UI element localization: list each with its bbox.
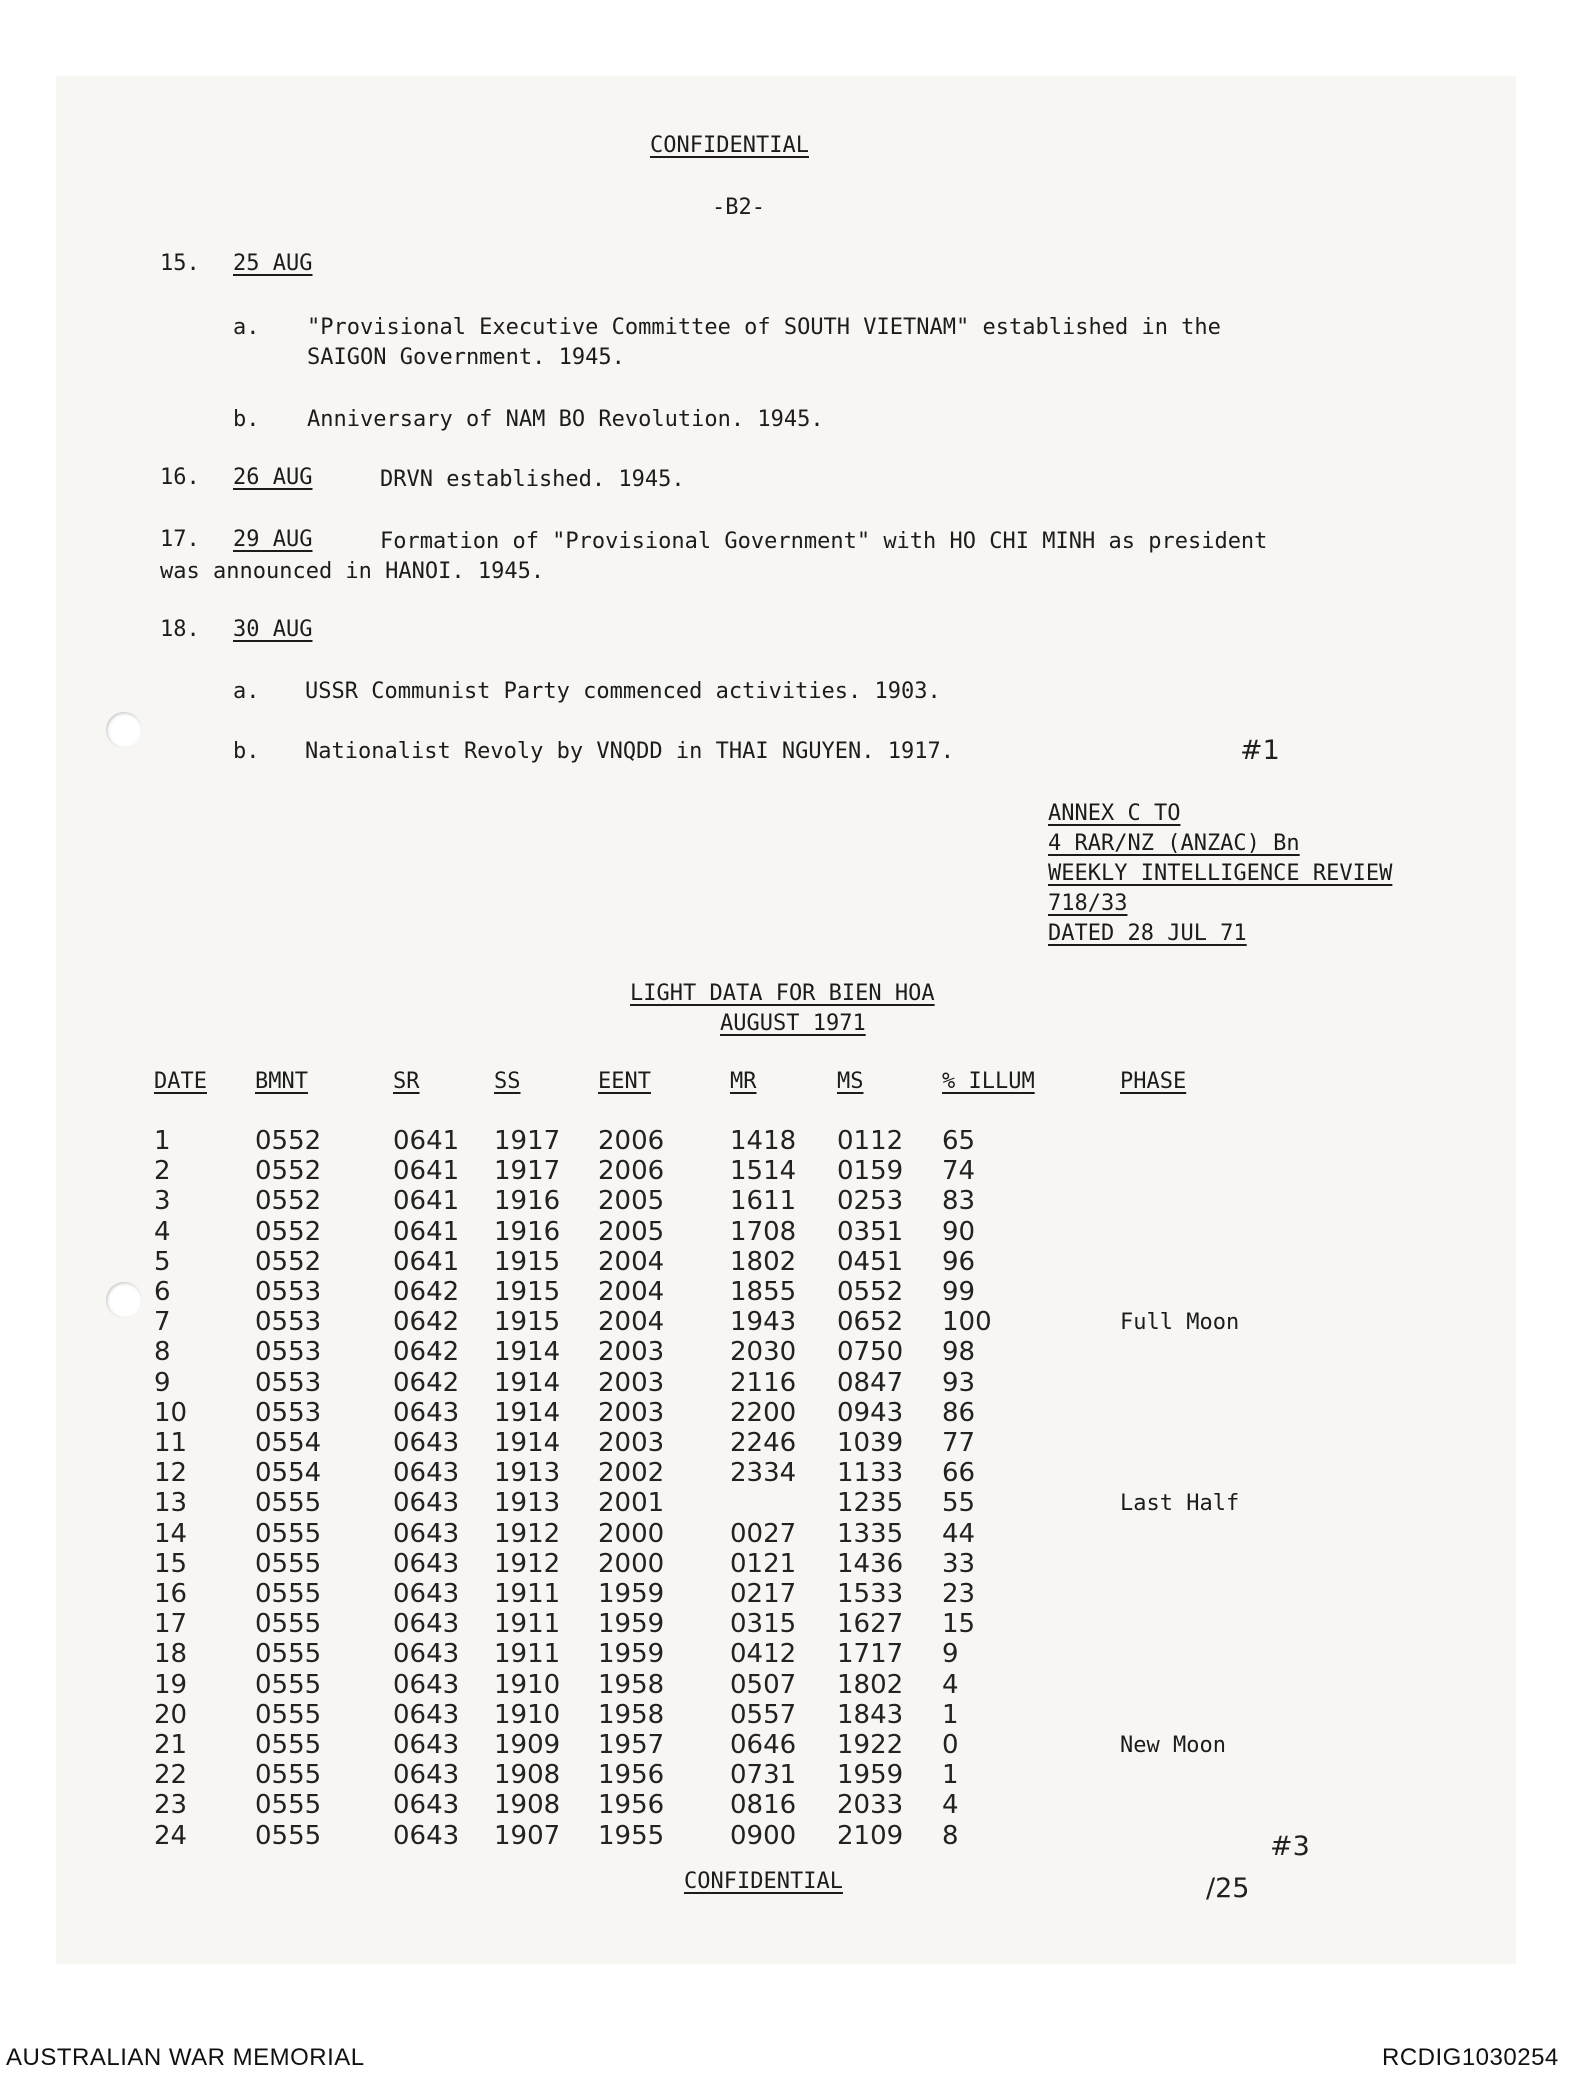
page-number: /25	[1206, 1873, 1250, 1904]
cell-ms: 0652	[837, 1307, 904, 1338]
cell-ms: 1235	[837, 1488, 904, 1519]
cell-sr: 0641	[393, 1186, 460, 1217]
cell-date: 15	[154, 1548, 188, 1579]
cell-ms: 0750	[837, 1337, 904, 1368]
item-text: Anniversary of NAM BO Revolution. 1945.	[307, 407, 824, 432]
cell-sr: 0643	[393, 1760, 460, 1791]
cell-eent: 1957	[598, 1730, 665, 1760]
cell-sr: 0642	[393, 1367, 460, 1398]
cell-mr: 0900	[730, 1820, 797, 1851]
cell-phase: Full Moon	[1120, 1310, 1240, 1336]
cell-date: 22	[154, 1760, 188, 1791]
cell-date: 11	[154, 1428, 188, 1458]
cell-mr: 1943	[730, 1307, 797, 1338]
cell-date: 23	[154, 1790, 188, 1821]
page-id: -B2-	[712, 195, 765, 220]
cell-illum: 55	[942, 1488, 976, 1519]
cell-bmnt: 0553	[255, 1397, 322, 1428]
cell-eent: 2003	[598, 1397, 665, 1428]
entry-date: 29 AUG	[233, 527, 313, 552]
cell-date: 13	[154, 1488, 188, 1519]
cell-ss: 1917	[494, 1156, 561, 1187]
cell-bmnt: 0553	[255, 1367, 322, 1398]
cell-eent: 2000	[598, 1518, 665, 1549]
cell-ss: 1911	[494, 1639, 561, 1670]
entry-date: 25 AUG	[233, 251, 313, 276]
cell-ss: 1909	[494, 1730, 561, 1760]
cell-date: 3	[154, 1186, 171, 1217]
item-letter: a.	[233, 679, 260, 704]
item-text: SAIGON Government. 1945.	[307, 345, 625, 370]
cell-ss: 1914	[494, 1337, 561, 1368]
cell-illum: 100	[942, 1307, 992, 1338]
cell-sr: 0643	[393, 1730, 460, 1760]
cell-mr: 0027	[730, 1518, 797, 1549]
cell-sr: 0643	[393, 1669, 460, 1700]
cell-sr: 0642	[393, 1337, 460, 1368]
cell-illum: 8	[942, 1820, 959, 1851]
cell-sr: 0641	[393, 1126, 460, 1156]
cell-date: 18	[154, 1639, 188, 1670]
cell-phase: Last Half	[1120, 1491, 1240, 1517]
cell-illum: 98	[942, 1337, 976, 1368]
cell-date: 9	[154, 1367, 171, 1398]
cell-eent: 1956	[598, 1760, 665, 1791]
cell-eent: 1955	[598, 1820, 665, 1851]
cell-bmnt: 0552	[255, 1156, 322, 1187]
cell-ss: 1914	[494, 1367, 561, 1398]
entry-date: 30 AUG	[233, 617, 313, 642]
cell-eent: 1958	[598, 1699, 665, 1730]
cell-bmnt: 0555	[255, 1669, 322, 1700]
cell-sr: 0643	[393, 1428, 460, 1458]
footer-id: RCDIG1030254	[1382, 2044, 1559, 2071]
cell-date: 2	[154, 1156, 171, 1187]
punch-hole	[106, 1282, 142, 1318]
cell-mr: 1855	[730, 1277, 797, 1307]
cell-bmnt: 0555	[255, 1488, 322, 1519]
annex-line: WEEKLY INTELLIGENCE REVIEW	[1048, 861, 1393, 886]
cell-date: 7	[154, 1307, 171, 1338]
cell-ss: 1915	[494, 1307, 561, 1338]
cell-eent: 2004	[598, 1246, 665, 1277]
cell-illum: 1	[942, 1699, 959, 1730]
cell-mr: 0816	[730, 1790, 797, 1821]
cell-bmnt: 0554	[255, 1428, 322, 1458]
cell-eent: 2000	[598, 1548, 665, 1579]
cell-ms: 1335	[837, 1518, 904, 1549]
cell-illum: 96	[942, 1246, 976, 1277]
cell-mr: 1611	[730, 1186, 797, 1217]
item-text: Nationalist Revoly by VNQDD in THAI NGUYEN. 1917.	[305, 739, 955, 764]
item-letter: b.	[233, 407, 260, 432]
entry-number: 17.	[160, 527, 200, 552]
cell-eent: 2003	[598, 1337, 665, 1368]
cell-mr: 2030	[730, 1337, 797, 1368]
cell-sr: 0643	[393, 1548, 460, 1579]
cell-ss: 1908	[494, 1790, 561, 1821]
cell-illum: 33	[942, 1548, 976, 1579]
cell-illum: 0	[942, 1730, 959, 1760]
cell-ss: 1917	[494, 1126, 561, 1156]
cell-bmnt: 0555	[255, 1699, 322, 1730]
cell-sr: 0643	[393, 1609, 460, 1640]
handwritten-mark: #3	[1270, 1831, 1310, 1862]
cell-date: 19	[154, 1669, 188, 1700]
cell-date: 12	[154, 1458, 188, 1489]
column-header-ss: SS	[494, 1069, 521, 1094]
annex-line: DATED 28 JUL 71	[1048, 921, 1247, 946]
cell-eent: 1959	[598, 1579, 665, 1609]
cell-illum: 1	[942, 1760, 959, 1791]
cell-eent: 2002	[598, 1458, 665, 1489]
cell-eent: 2003	[598, 1367, 665, 1398]
cell-bmnt: 0555	[255, 1609, 322, 1640]
column-header-mr: MR	[730, 1069, 757, 1094]
cell-sr: 0643	[393, 1820, 460, 1851]
cell-illum: 9	[942, 1639, 959, 1670]
cell-ms: 0943	[837, 1397, 904, 1428]
cell-ss: 1907	[494, 1820, 561, 1851]
column-header-phase: PHASE	[1120, 1069, 1187, 1094]
cell-eent: 1958	[598, 1669, 665, 1700]
cell-bmnt: 0554	[255, 1458, 322, 1489]
annex-line: 4 RAR/NZ (ANZAC) Bn	[1048, 831, 1300, 856]
cell-bmnt: 0553	[255, 1307, 322, 1338]
column-header-date: DATE	[154, 1069, 207, 1094]
cell-illum: 4	[942, 1790, 959, 1821]
cell-sr: 0643	[393, 1699, 460, 1730]
cell-ss: 1915	[494, 1277, 561, 1307]
item-letter: a.	[233, 315, 260, 340]
column-header-eent: EENT	[598, 1069, 651, 1094]
cell-bmnt: 0555	[255, 1639, 322, 1670]
annex-line: ANNEX C TO	[1048, 801, 1181, 826]
cell-sr: 0643	[393, 1488, 460, 1519]
cell-date: 17	[154, 1609, 188, 1640]
entry-text: DRVN established. 1945.	[380, 467, 685, 492]
cell-sr: 0643	[393, 1397, 460, 1428]
cell-ms: 0351	[837, 1216, 904, 1247]
cell-mr: 0507	[730, 1669, 797, 1700]
cell-eent: 1956	[598, 1790, 665, 1821]
cell-ms: 0112	[837, 1126, 904, 1156]
cell-bmnt: 0555	[255, 1548, 322, 1579]
cell-ss: 1908	[494, 1760, 561, 1791]
cell-mr: 0217	[730, 1579, 797, 1609]
cell-ss: 1912	[494, 1548, 561, 1579]
cell-sr: 0641	[393, 1156, 460, 1187]
cell-date: 14	[154, 1518, 188, 1549]
cell-mr: 1708	[730, 1216, 797, 1247]
cell-eent: 2006	[598, 1126, 665, 1156]
cell-illum: 23	[942, 1579, 976, 1609]
cell-ms: 1039	[837, 1428, 904, 1458]
cell-date: 8	[154, 1337, 171, 1368]
cell-mr: 0646	[730, 1730, 797, 1760]
cell-bmnt: 0555	[255, 1518, 322, 1549]
cell-ss: 1910	[494, 1669, 561, 1700]
item-text: USSR Communist Party commenced activities. 1903.	[305, 679, 941, 704]
cell-date: 20	[154, 1699, 188, 1730]
cell-mr: 2116	[730, 1367, 797, 1398]
cell-mr: 1514	[730, 1156, 797, 1187]
cell-illum: 90	[942, 1216, 976, 1247]
cell-ms: 1922	[837, 1730, 904, 1760]
column-header-sr: SR	[393, 1069, 420, 1094]
annex-line: 718/33	[1048, 891, 1128, 916]
cell-illum: 83	[942, 1186, 976, 1217]
cell-ss: 1913	[494, 1458, 561, 1489]
cell-ms: 2109	[837, 1820, 904, 1851]
cell-eent: 2006	[598, 1156, 665, 1187]
cell-mr: 2200	[730, 1397, 797, 1428]
cell-eent: 2003	[598, 1428, 665, 1458]
cell-bmnt: 0555	[255, 1579, 322, 1609]
cell-mr: 0121	[730, 1548, 797, 1579]
cell-ms: 0253	[837, 1186, 904, 1217]
cell-date: 24	[154, 1820, 188, 1851]
cell-eent: 2005	[598, 1186, 665, 1217]
cell-bmnt: 0552	[255, 1126, 322, 1156]
item-letter: b.	[233, 739, 260, 764]
entry-number: 18.	[160, 617, 200, 642]
cell-ss: 1911	[494, 1609, 561, 1640]
cell-eent: 1959	[598, 1609, 665, 1640]
cell-illum: 4	[942, 1669, 959, 1700]
cell-ms: 2033	[837, 1790, 904, 1821]
cell-date: 5	[154, 1246, 171, 1277]
cell-ss: 1913	[494, 1488, 561, 1519]
cell-ss: 1916	[494, 1216, 561, 1247]
cell-illum: 15	[942, 1609, 976, 1640]
cell-sr: 0641	[393, 1216, 460, 1247]
cell-ss: 1915	[494, 1246, 561, 1277]
cell-date: 21	[154, 1730, 188, 1760]
cell-mr: 0731	[730, 1760, 797, 1791]
cell-bmnt: 0552	[255, 1216, 322, 1247]
cell-date: 4	[154, 1216, 171, 1247]
cell-bmnt: 0553	[255, 1277, 322, 1307]
cell-illum: 77	[942, 1428, 976, 1458]
cell-ms: 0451	[837, 1246, 904, 1277]
cell-bmnt: 0555	[255, 1790, 322, 1821]
cell-sr: 0643	[393, 1458, 460, 1489]
cell-ms: 1717	[837, 1639, 904, 1670]
cell-illum: 44	[942, 1518, 976, 1549]
cell-ms: 1959	[837, 1760, 904, 1791]
table-subtitle: AUGUST 1971	[720, 1011, 866, 1036]
cell-ss: 1910	[494, 1699, 561, 1730]
cell-ms: 1436	[837, 1548, 904, 1579]
cell-ms: 1533	[837, 1579, 904, 1609]
item-text: "Provisional Executive Committee of SOUTH VIETNAM" established in the	[307, 315, 1221, 340]
footer-source: AUSTRALIAN WAR MEMORIAL	[6, 2044, 365, 2071]
cell-ms: 1802	[837, 1669, 904, 1700]
column-header-ms: MS	[837, 1069, 864, 1094]
cell-sr: 0643	[393, 1579, 460, 1609]
cell-illum: 99	[942, 1277, 976, 1307]
cell-bmnt: 0555	[255, 1760, 322, 1791]
cell-bmnt: 0555	[255, 1820, 322, 1851]
cell-illum: 93	[942, 1367, 976, 1398]
cell-mr: 1802	[730, 1246, 797, 1277]
cell-eent: 2001	[598, 1488, 665, 1519]
column-header-illum: % ILLUM	[942, 1069, 1035, 1094]
cell-mr: 2334	[730, 1458, 797, 1489]
cell-date: 10	[154, 1397, 188, 1428]
cell-eent: 1959	[598, 1639, 665, 1670]
cell-mr: 0412	[730, 1639, 797, 1670]
cell-phase: New Moon	[1120, 1733, 1226, 1758]
cell-ms: 1133	[837, 1458, 904, 1489]
entry-number: 15.	[160, 251, 200, 276]
cell-bmnt: 0555	[255, 1730, 322, 1760]
cell-ss: 1914	[494, 1397, 561, 1428]
cell-illum: 86	[942, 1397, 976, 1428]
cell-bmnt: 0552	[255, 1186, 322, 1217]
cell-sr: 0642	[393, 1307, 460, 1338]
cell-ms: 0552	[837, 1277, 904, 1307]
cell-mr: 1418	[730, 1126, 797, 1156]
cell-eent: 2004	[598, 1307, 665, 1338]
cell-eent: 2004	[598, 1277, 665, 1307]
cell-ss: 1916	[494, 1186, 561, 1217]
cell-date: 16	[154, 1579, 188, 1609]
cell-illum: 74	[942, 1156, 976, 1187]
cell-mr: 2246	[730, 1428, 797, 1458]
cell-sr: 0643	[393, 1790, 460, 1821]
entry-text: Formation of "Provisional Government" with HO CHI MINH as president	[380, 529, 1268, 554]
cell-bmnt: 0552	[255, 1246, 322, 1277]
cell-ms: 1843	[837, 1699, 904, 1730]
handwritten-mark: #1	[1240, 735, 1280, 766]
entry-number: 16.	[160, 465, 200, 490]
cell-ms: 0159	[837, 1156, 904, 1187]
classification-bottom: CONFIDENTIAL	[684, 1869, 843, 1894]
entry-date: 26 AUG	[233, 465, 313, 490]
table-title: LIGHT DATA FOR BIEN HOA	[630, 981, 935, 1006]
cell-ss: 1914	[494, 1428, 561, 1458]
cell-sr: 0643	[393, 1518, 460, 1549]
cell-sr: 0642	[393, 1277, 460, 1307]
cell-illum: 65	[942, 1126, 976, 1156]
cell-sr: 0643	[393, 1639, 460, 1670]
cell-illum: 66	[942, 1458, 976, 1489]
cell-ms: 1627	[837, 1609, 904, 1640]
cell-date: 1	[154, 1126, 171, 1156]
cell-mr: 0557	[730, 1699, 797, 1730]
cell-ms: 0847	[837, 1367, 904, 1398]
entry-text-continuation: was announced in HANOI. 1945.	[160, 559, 545, 584]
column-header-bmnt: BMNT	[255, 1069, 308, 1094]
cell-ss: 1911	[494, 1579, 561, 1609]
cell-eent: 2005	[598, 1216, 665, 1247]
cell-date: 6	[154, 1277, 171, 1307]
classification-top: CONFIDENTIAL	[650, 133, 809, 158]
cell-mr: 0315	[730, 1609, 797, 1640]
cell-ss: 1912	[494, 1518, 561, 1549]
cell-sr: 0641	[393, 1246, 460, 1277]
cell-bmnt: 0553	[255, 1337, 322, 1368]
punch-hole	[106, 712, 142, 748]
